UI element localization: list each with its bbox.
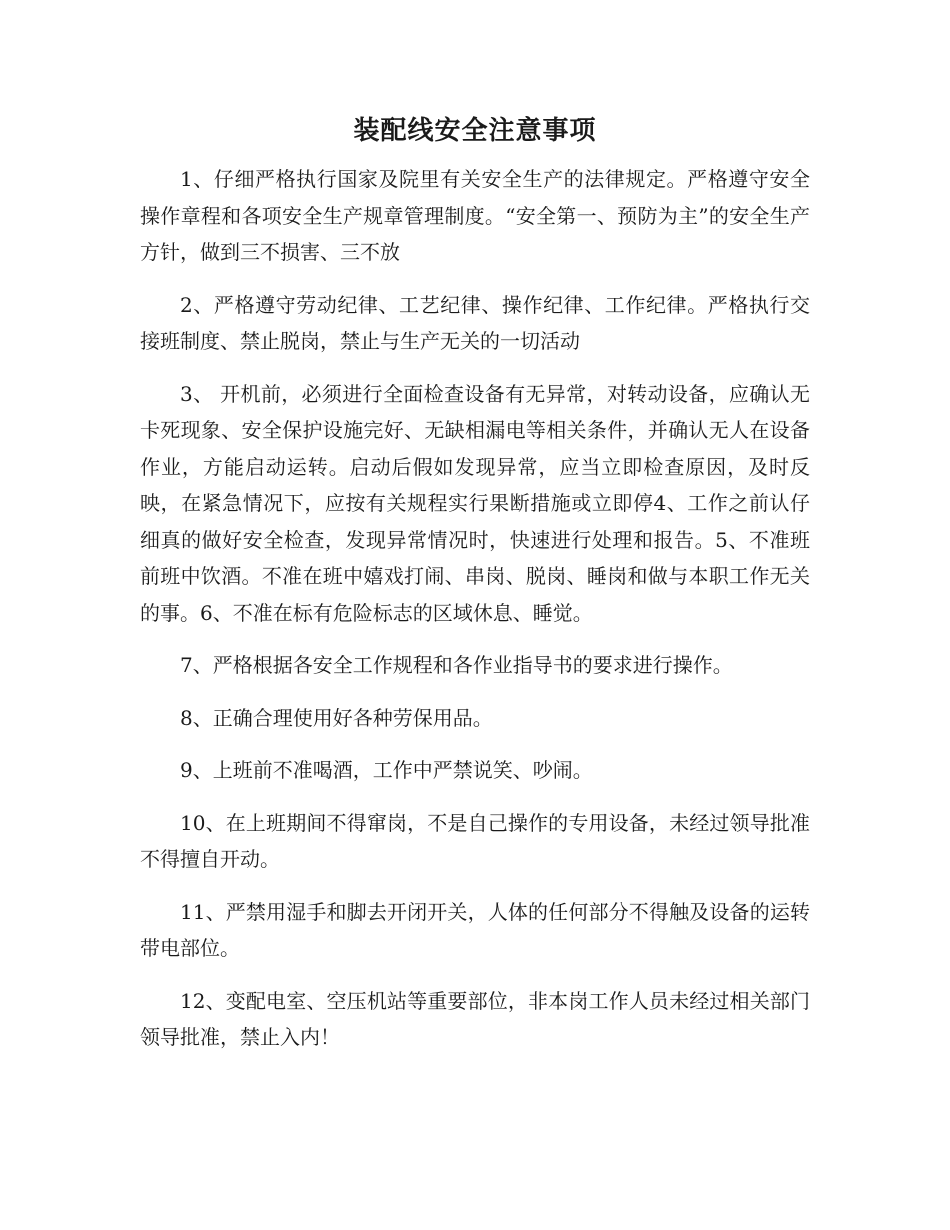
paragraph-2: 2、严格遵守劳动纪律、工艺纪律、操作纪律、工作纪律。严格执行交接班制度、禁止脱岗，禁止与生产无关的一切活动	[140, 292, 810, 353]
document-title: 装配线安全注意事项	[353, 116, 597, 146]
paragraph-7: 7、严格根据各安全工作规程和各作业指导书的要求进行操作。	[180, 653, 733, 677]
paragraph-3: 3、 开机前，必须进行全面检查设备有无异常，对转动设备，应确认无卡死现象、安全保护设施完好、无缺相漏电等相关条件，并确认无人在设备作业，方能启动运转。启动后假如发现异常，应当立即检查原因，及时反映，在紧急情况下，应按有关规程实行果断措施或立即停4、工作之前认仔细真的做好安全检查，发现异常情况时，快速进行处理和报告。5、不准班前班中饮酒。不准在班中嬉戏打闹、串岗、脱岗、睡岗和做与本职工作无关的事。6、不准在标有危险标志的区域休息、睡觉。	[140, 381, 810, 625]
paragraph-10: 10、在上班期间不得窜岗，不是自己操作的专用设备，未经过领导批准不得擅自开动。	[140, 810, 810, 871]
paragraph-9: 9、上班前不准喝酒，工作中严禁说笑、吵闹。	[180, 758, 593, 782]
document-body	[140, 161, 810, 1072]
paragraph-12: 12、变配电室、空压机站等重要部位，非本岗工作人员未经过相关部门领导批准，禁止入内！	[140, 988, 810, 1049]
paragraph-11: 11、严禁用湿手和脚去开闭开关，人体的任何部分不得触及设备的运转带电部位。	[140, 899, 810, 960]
paragraph-8: 8、正确合理使用好各种劳保用品。	[180, 705, 493, 730]
paragraph-1: 1、仔细严格执行国家及院里有关安全生产的法律规定。严格遵守安全操作章程和各项安全生产规章管理制度。“安全第一、预防为主”的安全生产方针，做到三不损害、三不放	[140, 167, 810, 264]
